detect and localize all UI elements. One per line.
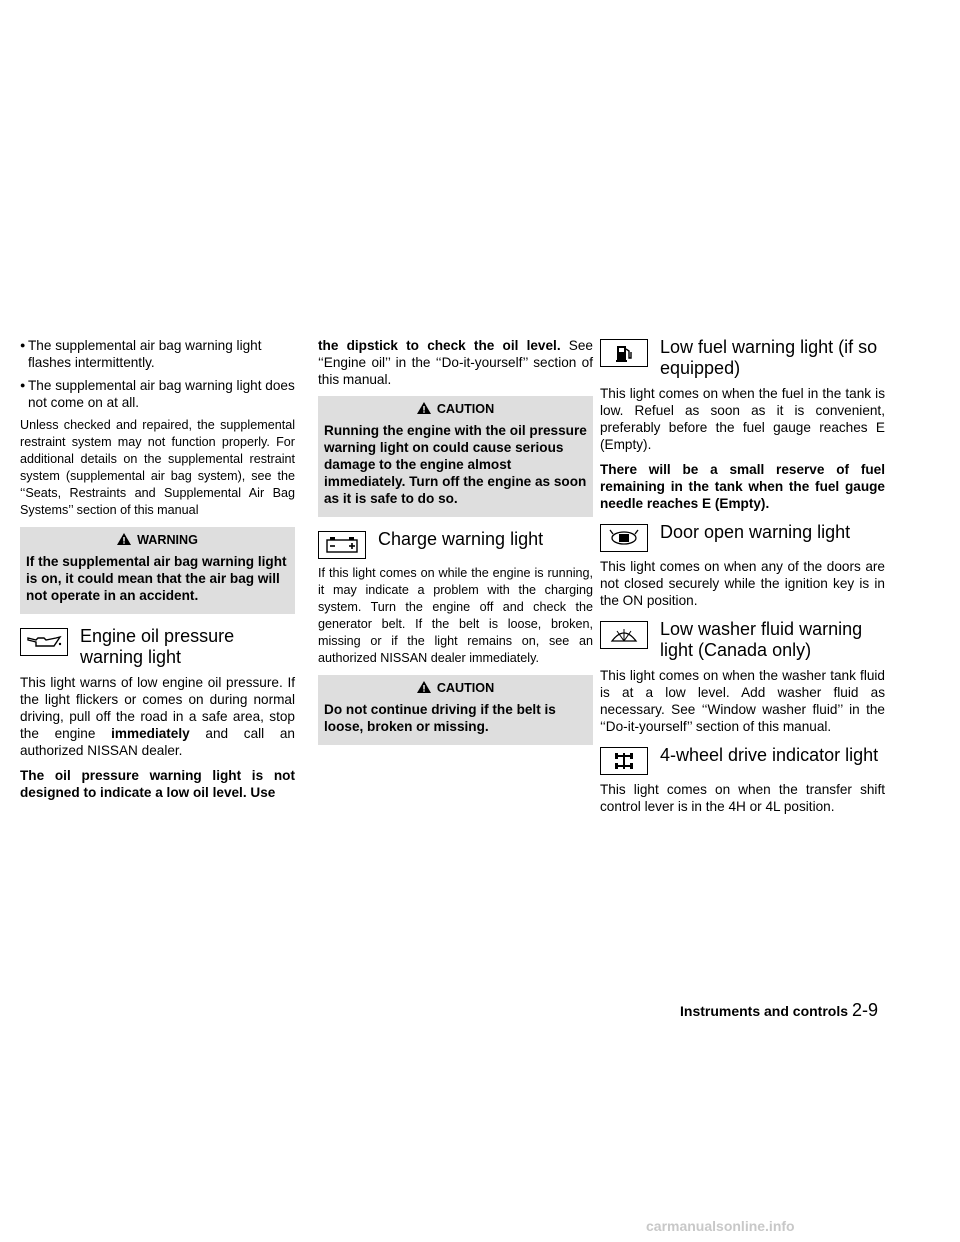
door-heading — [600, 522, 885, 552]
warning-triangle-icon — [417, 402, 431, 414]
bullet-text: The supplemental air bag warning light flashes intermittently. — [28, 338, 262, 370]
fourwd-heading-text: 4-wheel drive indicator light — [660, 745, 879, 765]
column-middle — [318, 337, 593, 757]
caution-body: Running the engine with the oil pressure warning light on could cause serious damage to the engine almost immediately. Turn off the engine as soon as it is safe to do so. — [324, 423, 587, 506]
fourwd-paragraph: This light comes on when the transfer shift control lever is in the 4H or 4L position. — [600, 782, 885, 814]
bullet-text: The supplemental air bag warning light does not come on at all. — [28, 378, 295, 410]
fuel-heading — [600, 337, 885, 379]
door-heading-text: Door open warning light — [660, 522, 851, 542]
four-wheel-drive-icon — [600, 747, 648, 775]
fourwd-heading — [600, 745, 885, 775]
charge-paragraph: If this light comes on while the engine is running, it may indicate a problem with the charging system. Turn the engine off and check the generator belt. If the belt is loose, broken, missing or if the light remains on, see an authorized NISSAN dealer immediately. — [318, 566, 593, 665]
door-open-icon — [600, 524, 648, 552]
column-left — [20, 337, 295, 809]
fuel-paragraph: This light comes on when the fuel in the tank is low. Refuel as soon as it is convenient, preferably before the fuel gauge reaches E (Empty). — [600, 386, 885, 452]
caution-box — [318, 675, 593, 745]
charge-heading-text: Charge warning light — [378, 529, 544, 549]
dipstick-paragraph: the dipstick to check the oil level. See ‘‘Engine oil’’ in the ‘‘Do-it-yourself’’ section of this manual. — [318, 338, 593, 387]
column-right — [600, 337, 885, 823]
oil-paragraph: This light warns of low engine oil pressure. If the light flickers or comes on during normal driving, pull off the road in a safe area, stop the engine immediately and call an authorized NISSAN dealer. — [20, 675, 295, 758]
oil-bold-paragraph: The oil pressure warning light is not designed to indicate a low oil level. Use — [20, 768, 295, 800]
battery-icon — [318, 531, 366, 559]
fuel-bold-paragraph: There will be a small reserve of fuel remaining in the tank when the fuel gauge needle reaches E (Empty). — [600, 462, 885, 511]
bullet-item — [20, 377, 295, 411]
charge-heading — [318, 529, 593, 559]
warning-triangle-icon — [117, 533, 131, 545]
washer-heading-text: Low washer fluid warning light (Canada only) — [660, 619, 863, 660]
airbag-paragraph: Unless checked and repaired, the supplemental restraint system may not function properly. For additional details on the supplemental restraint system (supplemental air bag system), see the ‘‘Seats, Restraints and Supplemental Air Bag Systems’’ section of this manual — [20, 418, 295, 517]
bullet-item — [20, 337, 295, 371]
bullet-icon: ● — [20, 340, 26, 350]
warning-triangle-icon — [417, 681, 431, 693]
caution-body: Do not continue driving if the belt is loose, broken or missing. — [324, 702, 556, 734]
caution-title: CAUTION — [324, 679, 587, 697]
watermark: carmanualsonline.info — [646, 1218, 795, 1234]
warning-title: WARNING — [26, 531, 289, 549]
page-footer — [680, 1000, 900, 1021]
warning-box — [20, 527, 295, 614]
oil-heading-text: Engine oil pressure warning light — [80, 626, 235, 667]
oil-heading — [20, 626, 295, 668]
washer-heading — [600, 619, 885, 661]
bullet-icon: ● — [20, 380, 26, 390]
caution-title: CAUTION — [324, 400, 587, 418]
footer-section-title: Instruments and controls — [680, 1003, 849, 1019]
washer-paragraph: This light comes on when the washer tank fluid is at a low level. Add washer fluid as necessary. See ‘‘Window washer fluid’’ in the ‘‘Do-it-yourself’’ section of this manual. — [600, 668, 885, 734]
page-number: 2-9 — [852, 1000, 879, 1020]
caution-box — [318, 396, 593, 517]
door-paragraph: This light comes on when any of the doors are not closed securely while the ignition key is in the ON position. — [600, 559, 885, 608]
fuel-heading-text: Low fuel warning light (if so equipped) — [660, 337, 878, 378]
warning-body: If the supplemental air bag warning light is on, it could mean that the air bag will not operate in an accident. — [26, 554, 287, 603]
oil-can-icon — [20, 628, 68, 656]
fuel-pump-icon — [600, 339, 648, 367]
washer-fluid-icon — [600, 621, 648, 649]
